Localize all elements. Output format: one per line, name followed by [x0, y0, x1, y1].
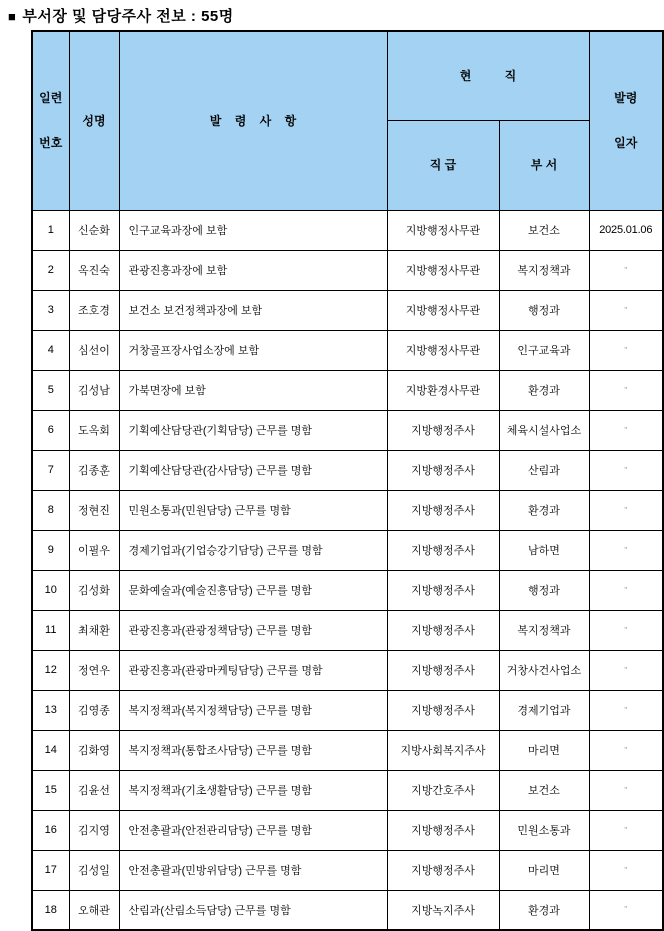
cell-date: " [589, 610, 663, 650]
cell-department: 복지정책과 [499, 250, 589, 290]
cell-serial-number: 12 [32, 650, 69, 690]
cell-rank: 지방행정주사 [387, 650, 499, 690]
cell-rank: 지방사회복지주사 [387, 730, 499, 770]
page-title [8, 5, 234, 26]
cell-rank: 지방행정사무관 [387, 210, 499, 250]
cell-date: 2025.01.06 [589, 210, 663, 250]
cell-date: " [589, 890, 663, 930]
cell-name: 김화영 [69, 730, 119, 770]
cell-rank: 지방환경사무관 [387, 370, 499, 410]
cell-department: 행정과 [499, 570, 589, 610]
table-body [32, 210, 663, 930]
cell-name: 도옥회 [69, 410, 119, 450]
cell-name: 김성일 [69, 850, 119, 890]
cell-date: " [589, 370, 663, 410]
cell-rank: 지방행정주사 [387, 530, 499, 570]
cell-assignment: 안전총괄과(안전관리담당) 근무를 명함 [119, 810, 387, 850]
personnel-transfer-table [31, 30, 664, 931]
cell-department: 보건소 [499, 210, 589, 250]
cell-department: 마리면 [499, 850, 589, 890]
cell-assignment: 문화예술과(예술진흥담당) 근무를 명함 [119, 570, 387, 610]
cell-assignment: 안전총괄과(민방위담당) 근무를 명함 [119, 850, 387, 890]
cell-department: 산림과 [499, 450, 589, 490]
cell-assignment: 경제기업과(기업승강기담당) 근무를 명함 [119, 530, 387, 570]
cell-serial-number: 3 [32, 290, 69, 330]
cell-name: 신순화 [69, 210, 119, 250]
table-row [32, 810, 663, 850]
cell-date: " [589, 650, 663, 690]
cell-assignment: 기획예산담당관(감사담당) 근무를 명함 [119, 450, 387, 490]
header-date [589, 31, 663, 210]
cell-date: " [589, 690, 663, 730]
table-row [32, 530, 663, 570]
cell-name: 이필우 [69, 530, 119, 570]
cell-rank: 지방행정주사 [387, 410, 499, 450]
cell-rank: 지방행정주사 [387, 450, 499, 490]
cell-department: 경제기업과 [499, 690, 589, 730]
cell-assignment: 거창골프장사업소장에 보함 [119, 330, 387, 370]
cell-department: 환경과 [499, 370, 589, 410]
table-row [32, 850, 663, 890]
cell-serial-number: 16 [32, 810, 69, 850]
cell-rank: 지방행정주사 [387, 570, 499, 610]
cell-date: " [589, 490, 663, 530]
cell-department: 보건소 [499, 770, 589, 810]
cell-name: 김종훈 [69, 450, 119, 490]
cell-name: 오해관 [69, 890, 119, 930]
cell-rank: 지방행정주사 [387, 610, 499, 650]
cell-assignment: 민원소통과(민원담당) 근무를 명함 [119, 490, 387, 530]
cell-assignment: 인구교육과장에 보함 [119, 210, 387, 250]
cell-rank: 지방간호주사 [387, 770, 499, 810]
header-rank: 직 급 [387, 121, 499, 211]
cell-assignment: 복지정책과(기초생활담당) 근무를 명함 [119, 770, 387, 810]
cell-name: 조호경 [69, 290, 119, 330]
header-current-position: 현 직 [387, 31, 589, 121]
table-row [32, 890, 663, 930]
table-row [32, 570, 663, 610]
cell-date: " [589, 770, 663, 810]
cell-rank: 지방행정주사 [387, 690, 499, 730]
header-department: 부 서 [499, 121, 589, 211]
cell-rank: 지방행정주사 [387, 810, 499, 850]
table-row [32, 650, 663, 690]
cell-serial-number: 11 [32, 610, 69, 650]
cell-date: " [589, 250, 663, 290]
cell-assignment: 기획예산담당관(기획담당) 근무를 명함 [119, 410, 387, 450]
cell-assignment: 관광진흥과장에 보함 [119, 250, 387, 290]
cell-department: 체육시설사업소 [499, 410, 589, 450]
cell-department: 인구교육과 [499, 330, 589, 370]
cell-date: " [589, 410, 663, 450]
cell-department: 거창사건사업소 [499, 650, 589, 690]
cell-assignment: 보건소 보건정책과장에 보함 [119, 290, 387, 330]
cell-serial-number: 18 [32, 890, 69, 930]
table-row [32, 370, 663, 410]
cell-serial-number: 8 [32, 490, 69, 530]
cell-rank: 지방행정사무관 [387, 250, 499, 290]
table-row [32, 610, 663, 650]
cell-serial-number: 15 [32, 770, 69, 810]
cell-serial-number: 7 [32, 450, 69, 490]
cell-name: 정연우 [69, 650, 119, 690]
cell-department: 민원소통과 [499, 810, 589, 850]
cell-rank: 지방행정사무관 [387, 330, 499, 370]
cell-name: 김윤선 [69, 770, 119, 810]
cell-department: 마리면 [499, 730, 589, 770]
table-row [32, 410, 663, 450]
table-row [32, 210, 663, 250]
cell-date: " [589, 810, 663, 850]
header-name: 성명 [69, 31, 119, 210]
cell-name: 김영종 [69, 690, 119, 730]
cell-date: " [589, 850, 663, 890]
cell-serial-number: 10 [32, 570, 69, 610]
cell-assignment: 관광진흥과(관광마케팅담당) 근무를 명함 [119, 650, 387, 690]
cell-serial-number: 6 [32, 410, 69, 450]
cell-serial-number: 1 [32, 210, 69, 250]
table-row [32, 450, 663, 490]
table-row [32, 290, 663, 330]
cell-serial-number: 4 [32, 330, 69, 370]
cell-name: 심선이 [69, 330, 119, 370]
page-title-text: 부서장 및 담당주사 전보 : 55명 [22, 8, 234, 25]
cell-date: " [589, 570, 663, 610]
cell-department: 복지정책과 [499, 610, 589, 650]
cell-serial-number: 2 [32, 250, 69, 290]
cell-serial-number: 14 [32, 730, 69, 770]
header-assignment: 발 령 사 항 [119, 31, 387, 210]
table-row [32, 490, 663, 530]
cell-assignment: 가북면장에 보함 [119, 370, 387, 410]
cell-name: 김성남 [69, 370, 119, 410]
cell-name: 최채환 [69, 610, 119, 650]
cell-date: " [589, 730, 663, 770]
cell-department: 행정과 [499, 290, 589, 330]
cell-date: " [589, 330, 663, 370]
table-row [32, 730, 663, 770]
cell-assignment: 산림과(산림소득담당) 근무를 명함 [119, 890, 387, 930]
cell-rank: 지방행정주사 [387, 490, 499, 530]
cell-rank: 지방행정사무관 [387, 290, 499, 330]
table-row [32, 770, 663, 810]
header-serial-line2: 번호 [39, 135, 63, 150]
cell-assignment: 복지정책과(통합조사담당) 근무를 명함 [119, 730, 387, 770]
cell-rank: 지방행정주사 [387, 850, 499, 890]
cell-rank: 지방녹지주사 [387, 890, 499, 930]
cell-assignment: 관광진흥과(관광정책담당) 근무를 명함 [119, 610, 387, 650]
table-row [32, 690, 663, 730]
cell-department: 환경과 [499, 890, 589, 930]
table-row [32, 250, 663, 290]
cell-serial-number: 17 [32, 850, 69, 890]
cell-date: " [589, 290, 663, 330]
header-serial-number [32, 31, 69, 210]
cell-date: " [589, 530, 663, 570]
header-date-line2: 일자 [614, 135, 638, 150]
cell-name: 옥진숙 [69, 250, 119, 290]
cell-department: 남하면 [499, 530, 589, 570]
cell-department: 환경과 [499, 490, 589, 530]
cell-assignment: 복지정책과(복지정책담당) 근무를 명함 [119, 690, 387, 730]
header-serial-line1: 일련 [39, 90, 63, 105]
cell-date: " [589, 450, 663, 490]
header-date-line1: 발령 [614, 90, 638, 105]
cell-serial-number: 5 [32, 370, 69, 410]
cell-name: 김성화 [69, 570, 119, 610]
table-row [32, 330, 663, 370]
title-square-bullet-icon: ■ [8, 9, 17, 24]
cell-serial-number: 9 [32, 530, 69, 570]
table-header [32, 31, 663, 210]
cell-name: 김지영 [69, 810, 119, 850]
cell-name: 정현진 [69, 490, 119, 530]
cell-serial-number: 13 [32, 690, 69, 730]
